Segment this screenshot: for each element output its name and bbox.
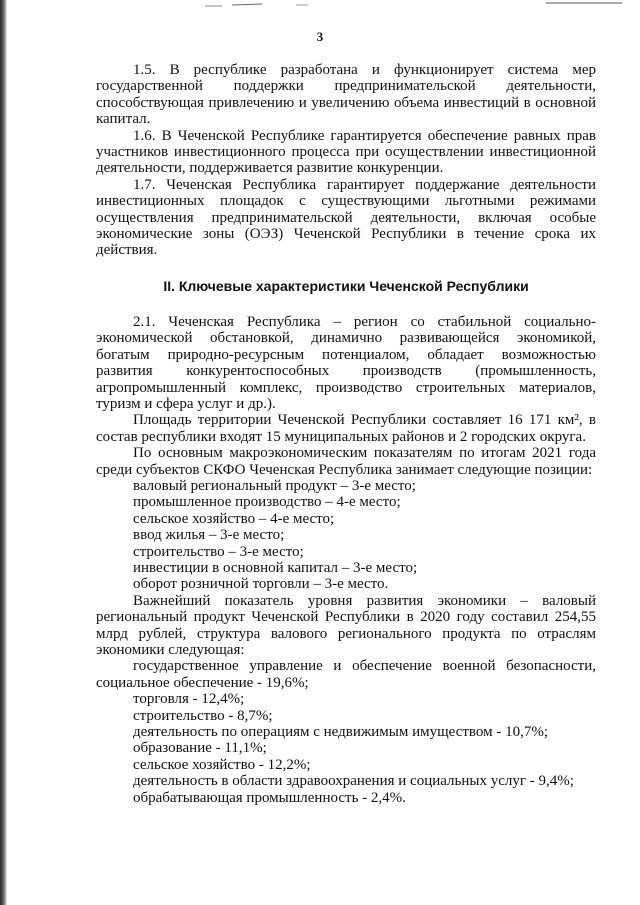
paragraph-macro-intro: По основным макроэкономическим показателям по итогам 2021 года среди субъектов СКФО Чеченская Республика занимает следующие позиции: (96, 445, 596, 478)
document-body (96, 62, 596, 806)
list-item: обрабатывающая промышленность - 2,4%. (133, 789, 406, 806)
paragraph-grp-government: государственное управление и обеспечение военной безопасности, социальное обеспечение - 19,6%; (96, 658, 596, 691)
list-item: образование - 11,1%; (133, 740, 267, 757)
list-item: сельское хозяйство – 4-е место; (133, 510, 335, 527)
grp-structure-list (96, 691, 596, 806)
paragraph-1-5: 1.5. В республике разработана и функционирует система мер государственной поддержки предпринимательской деятельности, способствующая привлечению и увеличению объема инвестиций в основной капитал. (96, 62, 596, 128)
list-item: оборот розничной торговли – 3-е место. (133, 576, 389, 593)
scan-top-marks (0, 0, 640, 14)
list-item: ввод жилья – 3-е место; (133, 527, 285, 544)
scan-edge-shadow (0, 0, 7, 905)
paragraph-area: Площадь территории Чеченской Республики составляет 16 171 км², в состав республики входят 15 муниципальных районов и 2 городских округа. (96, 412, 596, 445)
list-item: сельское хозяйство - 12,2%; (133, 756, 311, 773)
list-item: торговля - 12,4%; (133, 691, 245, 708)
list-item: инвестиции в основной капитал – 3-е место; (133, 559, 418, 576)
paragraph-2-1: 2.1. Чеченская Республика – регион со стабильной социально-экономической обстановкой, динамично развивающейся экономикой, богатым природно-ресурсным потенциалом, обладает возможностью развития конкурентоспособных производств (промышленность, агропромышленный комплекс, производство строительных материалов, туризм и сфера услуг и др.). (96, 313, 596, 412)
list-item: строительство - 8,7%; (133, 707, 273, 724)
paragraph-1-6: 1.6. В Чеченской Республике гарантируется обеспечение равных прав участников инвестиционного процесса при осуществлении инвестиционной деятельности, поддерживается развитие конкуренции. (96, 127, 596, 177)
paragraph-1-7: 1.7. Чеченская Республика гарантирует поддержание деятельности инвестиционных площадок с существующими льготными режимами осуществления предпринимательской деятельности, включая особые экономические зоны (ОЭЗ) Чеченской Республики в течение срока их действия. (96, 176, 596, 259)
list-item: деятельность по операциям с недвижимым имуществом - 10,7%; (133, 724, 548, 741)
paragraph-grp-intro: Важнейший показатель уровня развития экономики – валовый региональный продукт Чеченской Республики в 2020 году составил 254,55 млрд рублей, структура валового регионального продукта по отраслям экономики следующая: (96, 592, 596, 658)
list-item: валовый региональный продукт – 3-е место; (133, 477, 416, 494)
section-heading-ii: II. Ключевые характеристики Чеченской Республики (163, 277, 529, 294)
list-item: деятельность в области здравоохранения и социальных услуг - 9,4%; (133, 773, 574, 790)
list-item: строительство – 3-е место; (133, 543, 304, 560)
list-item: промышленное производство – 4-е место; (133, 494, 401, 511)
rankings-list (96, 478, 596, 593)
page-number: 3 (316, 29, 324, 44)
